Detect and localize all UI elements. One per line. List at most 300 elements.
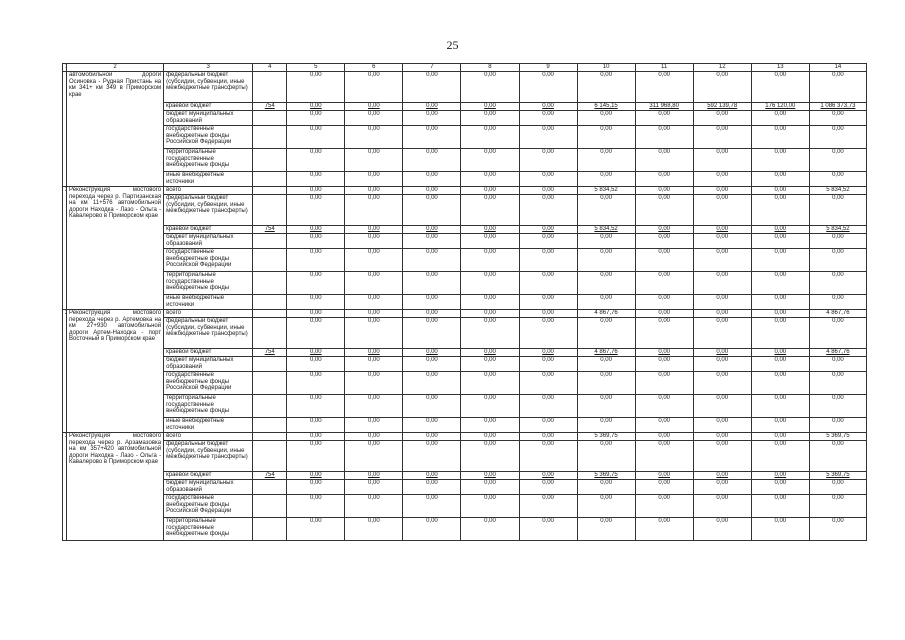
value-cell: 0,00 xyxy=(287,187,345,195)
value-cell: 0,00 xyxy=(403,126,461,149)
value-cell: 0,00 xyxy=(751,372,809,395)
header-col-6: 6 xyxy=(345,64,403,72)
value-cell: 0,00 xyxy=(287,357,345,372)
value-cell: 0,00 xyxy=(287,310,345,318)
funding-source: краевой бюджет xyxy=(164,472,253,480)
value-cell: 0,00 xyxy=(635,272,693,295)
value-cell: 0,00 xyxy=(345,480,403,495)
value-cell: 0,00 xyxy=(809,272,866,295)
value-cell: 0,00 xyxy=(577,480,635,495)
table-row xyxy=(63,126,867,149)
value-cell: 1 086 373,73 xyxy=(809,103,866,111)
object-name: Реконструкция мостового перехода через р. Артемовка на км 27+930 автомобильной дороги Артем-Находка - порт Восточный в Приморском крае xyxy=(67,310,164,433)
value-cell: 5 834,52 xyxy=(577,187,635,195)
value-cell: 0,00 xyxy=(751,495,809,518)
value-cell: 0,00 xyxy=(635,149,693,172)
value-cell: 0,00 xyxy=(751,318,809,349)
value-cell: 0,00 xyxy=(287,272,345,295)
value-cell: 0,00 xyxy=(403,357,461,372)
value-cell: 0,00 xyxy=(693,111,751,126)
value-cell: 0,00 xyxy=(345,372,403,395)
value-cell: 0,00 xyxy=(345,111,403,126)
value-cell: 0,00 xyxy=(287,126,345,149)
header-col-8: 8 xyxy=(461,64,519,72)
table-row xyxy=(63,357,867,372)
value-cell: 0,00 xyxy=(635,295,693,310)
value-cell: 0,00 xyxy=(577,295,635,310)
value-cell: 0,00 xyxy=(403,433,461,441)
grbs-code xyxy=(253,357,287,372)
value-cell: 0,00 xyxy=(809,395,866,418)
funding-source: всего xyxy=(164,187,253,195)
value-cell: 0,00 xyxy=(577,195,635,226)
value-cell: 0,00 xyxy=(519,518,577,541)
value-cell: 0,00 xyxy=(461,272,519,295)
value-cell: 0,00 xyxy=(693,310,751,318)
value-cell: 0,00 xyxy=(461,433,519,441)
table-row xyxy=(63,472,867,480)
value-cell: 5 834,52 xyxy=(809,187,866,195)
table-row xyxy=(63,272,867,295)
grbs-code xyxy=(253,480,287,495)
value-cell: 0,00 xyxy=(635,226,693,234)
value-cell: 0,00 xyxy=(693,518,751,541)
value-cell: 0,00 xyxy=(461,372,519,395)
value-cell: 0,00 xyxy=(403,495,461,518)
funding-source: территориальные государственные внебюджетные фонды xyxy=(164,272,253,295)
value-cell: 0,00 xyxy=(345,195,403,226)
value-cell: 0,00 xyxy=(693,187,751,195)
value-cell: 0,00 xyxy=(403,295,461,310)
funding-source: краевой бюджет xyxy=(164,226,253,234)
value-cell: 0,00 xyxy=(345,72,403,103)
funding-source: бюджет муниципальных образований xyxy=(164,357,253,372)
value-cell: 0,00 xyxy=(751,418,809,433)
table-row xyxy=(63,72,867,103)
value-cell: 0,00 xyxy=(693,480,751,495)
value-cell: 0,00 xyxy=(577,318,635,349)
value-cell: 0,00 xyxy=(461,472,519,480)
value-cell: 0,00 xyxy=(751,518,809,541)
value-cell: 0,00 xyxy=(287,418,345,433)
table-row xyxy=(63,103,867,111)
value-cell: 0,00 xyxy=(693,349,751,357)
value-cell: 0,00 xyxy=(519,318,577,349)
value-cell: 0,00 xyxy=(635,472,693,480)
value-cell: 0,00 xyxy=(635,418,693,433)
value-cell: 0,00 xyxy=(403,195,461,226)
value-cell: 0,00 xyxy=(345,126,403,149)
value-cell: 0,00 xyxy=(693,226,751,234)
value-cell: 0,00 xyxy=(809,111,866,126)
grbs-code xyxy=(253,72,287,103)
value-cell: 0,00 xyxy=(751,441,809,472)
value-cell: 0,00 xyxy=(693,472,751,480)
table-row xyxy=(63,372,867,395)
value-cell: 0,00 xyxy=(461,187,519,195)
value-cell: 0,00 xyxy=(403,149,461,172)
value-cell: 0,00 xyxy=(345,272,403,295)
value-cell: 0,00 xyxy=(519,272,577,295)
grbs-code xyxy=(253,111,287,126)
grbs-code xyxy=(253,295,287,310)
value-cell: 0,00 xyxy=(635,480,693,495)
value-cell: 0,00 xyxy=(635,495,693,518)
value-cell: 0,00 xyxy=(519,441,577,472)
funding-source: федеральный бюджет (субсидии, субвенции, иные межбюджетные трансферты) xyxy=(164,318,253,349)
funding-source: иные внебюджетные источники xyxy=(164,172,253,187)
value-cell: 0,00 xyxy=(461,357,519,372)
value-cell: 0,00 xyxy=(519,72,577,103)
value-cell: 5 369,75 xyxy=(577,433,635,441)
value-cell: 0,00 xyxy=(345,357,403,372)
funding-source: федеральный бюджет (субсидии, субвенции, иные межбюджетные трансферты) xyxy=(164,195,253,226)
table-row xyxy=(63,418,867,433)
value-cell: 0,00 xyxy=(461,72,519,103)
value-cell: 0,00 xyxy=(519,187,577,195)
value-cell: 0,00 xyxy=(693,441,751,472)
value-cell: 0,00 xyxy=(635,111,693,126)
funding-source: иные внебюджетные источники xyxy=(164,418,253,433)
header-col-9: 9 xyxy=(519,64,577,72)
value-cell: 0,00 xyxy=(577,149,635,172)
value-cell: 0,00 xyxy=(519,126,577,149)
value-cell: 0,00 xyxy=(693,318,751,349)
value-cell: 0,00 xyxy=(403,103,461,111)
value-cell: 0,00 xyxy=(693,418,751,433)
value-cell: 0,00 xyxy=(461,395,519,418)
value-cell: 0,00 xyxy=(345,395,403,418)
value-cell: 0,00 xyxy=(403,318,461,349)
value-cell: 0,00 xyxy=(809,441,866,472)
value-cell: 0,00 xyxy=(461,318,519,349)
value-cell: 0,00 xyxy=(635,187,693,195)
value-cell: 4 867,76 xyxy=(809,349,866,357)
table-row xyxy=(63,295,867,310)
value-cell: 0,00 xyxy=(461,126,519,149)
value-cell: 0,00 xyxy=(751,111,809,126)
value-cell: 0,00 xyxy=(403,441,461,472)
grbs-code xyxy=(253,310,287,318)
value-cell: 0,00 xyxy=(809,495,866,518)
value-cell: 0,00 xyxy=(461,195,519,226)
grbs-code xyxy=(253,126,287,149)
value-cell: 6 145,15 xyxy=(577,103,635,111)
value-cell: 0,00 xyxy=(461,295,519,310)
value-cell: 0,00 xyxy=(635,72,693,103)
value-cell: 0,00 xyxy=(809,72,866,103)
value-cell: 0,00 xyxy=(751,149,809,172)
value-cell: 0,00 xyxy=(345,518,403,541)
value-cell: 5 369,75 xyxy=(577,472,635,480)
grbs-code xyxy=(253,418,287,433)
value-cell: 0,00 xyxy=(693,395,751,418)
value-cell: 0,00 xyxy=(693,295,751,310)
value-cell: 0,00 xyxy=(693,234,751,249)
table-row xyxy=(63,495,867,518)
value-cell: 0,00 xyxy=(345,172,403,187)
value-cell: 0,00 xyxy=(809,172,866,187)
header-col-12: 12 xyxy=(693,64,751,72)
value-cell: 0,00 xyxy=(519,226,577,234)
value-cell: 0,00 xyxy=(693,72,751,103)
value-cell: 0,00 xyxy=(635,349,693,357)
value-cell: 0,00 xyxy=(461,172,519,187)
value-cell: 0,00 xyxy=(345,418,403,433)
value-cell: 0,00 xyxy=(751,249,809,272)
value-cell: 0,00 xyxy=(345,349,403,357)
table-row xyxy=(63,111,867,126)
value-cell: 0,00 xyxy=(577,441,635,472)
table-row xyxy=(63,518,867,541)
table-row xyxy=(63,395,867,418)
value-cell: 0,00 xyxy=(287,234,345,249)
value-cell: 0,00 xyxy=(461,249,519,272)
value-cell: 0,00 xyxy=(519,372,577,395)
value-cell: 0,00 xyxy=(577,372,635,395)
value-cell: 0,00 xyxy=(635,357,693,372)
value-cell: 0,00 xyxy=(751,349,809,357)
page-number: 25 xyxy=(446,38,459,52)
value-cell: 0,00 xyxy=(635,126,693,149)
value-cell: 0,00 xyxy=(809,126,866,149)
value-cell: 0,00 xyxy=(809,295,866,310)
funding-source: всего xyxy=(164,310,253,318)
value-cell: 0,00 xyxy=(519,349,577,357)
table-row xyxy=(63,480,867,495)
value-cell: 0,00 xyxy=(519,234,577,249)
value-cell: 0,00 xyxy=(809,318,866,349)
value-cell: 0,00 xyxy=(751,272,809,295)
value-cell: 0,00 xyxy=(635,249,693,272)
value-cell: 4 867,76 xyxy=(809,310,866,318)
value-cell: 0,00 xyxy=(345,295,403,310)
value-cell: 0,00 xyxy=(345,318,403,349)
value-cell: 0,00 xyxy=(577,395,635,418)
value-cell: 0,00 xyxy=(577,172,635,187)
value-cell: 0,00 xyxy=(461,310,519,318)
value-cell: 0,00 xyxy=(809,357,866,372)
value-cell: 0,00 xyxy=(751,310,809,318)
grbs-code xyxy=(253,249,287,272)
value-cell: 0,00 xyxy=(287,433,345,441)
value-cell: 0,00 xyxy=(577,495,635,518)
value-cell: 0,00 xyxy=(809,195,866,226)
value-cell: 0,00 xyxy=(635,441,693,472)
table-row xyxy=(63,310,867,318)
value-cell: 0,00 xyxy=(577,72,635,103)
value-cell: 0,00 xyxy=(577,111,635,126)
value-cell: 0,00 xyxy=(287,441,345,472)
value-cell: 0,00 xyxy=(345,310,403,318)
value-cell: 0,00 xyxy=(287,395,345,418)
funding-source: территориальные государственные внебюджетные фонды xyxy=(164,518,253,541)
value-cell: 0,00 xyxy=(287,318,345,349)
header-col-3: 3 xyxy=(164,64,253,72)
value-cell: 0,00 xyxy=(693,495,751,518)
value-cell: 0,00 xyxy=(809,149,866,172)
value-cell: 0,00 xyxy=(751,295,809,310)
value-cell: 0,00 xyxy=(693,272,751,295)
value-cell: 0,00 xyxy=(403,249,461,272)
grbs-code: 754 xyxy=(253,349,287,357)
value-cell: 0,00 xyxy=(287,349,345,357)
value-cell: 0,00 xyxy=(751,234,809,249)
grbs-code xyxy=(253,395,287,418)
header-col-10: 10 xyxy=(577,64,635,72)
value-cell: 0,00 xyxy=(287,249,345,272)
header-col-11: 11 xyxy=(635,64,693,72)
table-row xyxy=(63,441,867,472)
grbs-code xyxy=(253,495,287,518)
value-cell: 0,00 xyxy=(519,495,577,518)
value-cell: 0,00 xyxy=(751,226,809,234)
value-cell: 0,00 xyxy=(519,195,577,226)
value-cell: 0,00 xyxy=(287,111,345,126)
table-row xyxy=(63,349,867,357)
header-col-4: 4 xyxy=(253,64,287,72)
header-col-7: 7 xyxy=(403,64,461,72)
value-cell: 0,00 xyxy=(519,395,577,418)
funding-source: государственные внебюджетные фонды Российской Федерации xyxy=(164,126,253,149)
header-col-5: 5 xyxy=(287,64,345,72)
grbs-code xyxy=(253,318,287,349)
value-cell: 0,00 xyxy=(519,295,577,310)
value-cell: 0,00 xyxy=(519,480,577,495)
table-header xyxy=(63,64,867,72)
value-cell: 0,00 xyxy=(751,433,809,441)
value-cell: 0,00 xyxy=(461,480,519,495)
value-cell: 0,00 xyxy=(519,357,577,372)
table-row xyxy=(63,187,867,195)
value-cell: 0,00 xyxy=(287,518,345,541)
budget-table xyxy=(62,63,867,541)
value-cell: 0,00 xyxy=(345,103,403,111)
value-cell: 0,00 xyxy=(635,195,693,226)
value-cell: 0,00 xyxy=(751,472,809,480)
grbs-code: 754 xyxy=(253,226,287,234)
grbs-code xyxy=(253,272,287,295)
table-row xyxy=(63,195,867,226)
value-cell: 0,00 xyxy=(403,518,461,541)
value-cell: 0,00 xyxy=(809,418,866,433)
value-cell: 0,00 xyxy=(519,172,577,187)
value-cell: 5 369,75 xyxy=(809,433,866,441)
value-cell: 0,00 xyxy=(287,172,345,187)
value-cell: 0,00 xyxy=(635,172,693,187)
value-cell: 311 968,80 xyxy=(635,103,693,111)
value-cell: 0,00 xyxy=(809,518,866,541)
value-cell: 0,00 xyxy=(751,126,809,149)
header-col-13: 13 xyxy=(751,64,809,72)
grbs-code xyxy=(253,195,287,226)
value-cell: 0,00 xyxy=(635,310,693,318)
value-cell: 0,00 xyxy=(635,234,693,249)
value-cell: 0,00 xyxy=(345,495,403,518)
grbs-code xyxy=(253,187,287,195)
value-cell: 0,00 xyxy=(751,195,809,226)
value-cell: 0,00 xyxy=(403,72,461,103)
value-cell: 0,00 xyxy=(345,187,403,195)
value-cell: 0,00 xyxy=(577,272,635,295)
value-cell: 0,00 xyxy=(403,418,461,433)
value-cell: 0,00 xyxy=(577,234,635,249)
value-cell: 0,00 xyxy=(577,126,635,149)
value-cell: 0,00 xyxy=(403,111,461,126)
value-cell: 0,00 xyxy=(287,103,345,111)
value-cell: 0,00 xyxy=(287,72,345,103)
value-cell: 0,00 xyxy=(519,310,577,318)
value-cell: 0,00 xyxy=(345,441,403,472)
value-cell: 4 867,76 xyxy=(577,310,635,318)
value-cell: 0,00 xyxy=(577,418,635,433)
value-cell: 0,00 xyxy=(751,187,809,195)
value-cell: 0,00 xyxy=(519,111,577,126)
value-cell: 0,00 xyxy=(809,234,866,249)
table-row xyxy=(63,149,867,172)
header-col-1 xyxy=(63,64,67,72)
value-cell: 0,00 xyxy=(751,480,809,495)
funding-source: иные внебюджетные источники xyxy=(164,295,253,310)
value-cell: 0,00 xyxy=(403,226,461,234)
value-cell: 176 120,00 xyxy=(751,103,809,111)
value-cell: 0,00 xyxy=(577,249,635,272)
grbs-code xyxy=(253,149,287,172)
value-cell: 0,00 xyxy=(461,103,519,111)
value-cell: 0,00 xyxy=(461,495,519,518)
funding-source: бюджет муниципальных образований xyxy=(164,234,253,249)
table-row xyxy=(63,226,867,234)
value-cell: 0,00 xyxy=(345,234,403,249)
value-cell: 0,00 xyxy=(751,357,809,372)
grbs-code xyxy=(253,518,287,541)
value-cell: 0,00 xyxy=(461,226,519,234)
value-cell: 0,00 xyxy=(287,295,345,310)
table-body xyxy=(63,72,867,541)
value-cell: 0,00 xyxy=(461,149,519,172)
value-cell: 0,00 xyxy=(287,472,345,480)
header-col-2: 2 xyxy=(67,64,164,72)
value-cell: 0,00 xyxy=(519,418,577,433)
table-row xyxy=(63,433,867,441)
grbs-code xyxy=(253,234,287,249)
value-cell: 0,00 xyxy=(519,103,577,111)
value-cell: 0,00 xyxy=(809,249,866,272)
grbs-code xyxy=(253,441,287,472)
object-name: автомобильной дороги Осиновка - Рудная Пристань на км 341+ км 349 в Приморском крае xyxy=(67,72,164,187)
value-cell: 0,00 xyxy=(403,172,461,187)
value-cell: 0,00 xyxy=(461,441,519,472)
value-cell: 0,00 xyxy=(403,272,461,295)
table-row xyxy=(63,172,867,187)
value-cell: 0,00 xyxy=(403,480,461,495)
value-cell: 0,00 xyxy=(461,349,519,357)
value-cell: 0,00 xyxy=(693,433,751,441)
value-cell: 0,00 xyxy=(403,472,461,480)
value-cell: 0,00 xyxy=(461,234,519,249)
funding-source: государственные внебюджетные фонды Российской Федерации xyxy=(164,495,253,518)
value-cell: 0,00 xyxy=(635,433,693,441)
value-cell: 5 834,52 xyxy=(809,226,866,234)
value-cell: 0,00 xyxy=(345,226,403,234)
value-cell: 0,00 xyxy=(287,149,345,172)
value-cell: 0,00 xyxy=(693,195,751,226)
funding-source: территориальные государственные внебюджетные фонды xyxy=(164,395,253,418)
value-cell: 0,00 xyxy=(519,433,577,441)
value-cell: 0,00 xyxy=(693,149,751,172)
funding-source: государственные внебюджетные фонды Российской Федерации xyxy=(164,249,253,272)
value-cell: 0,00 xyxy=(403,187,461,195)
